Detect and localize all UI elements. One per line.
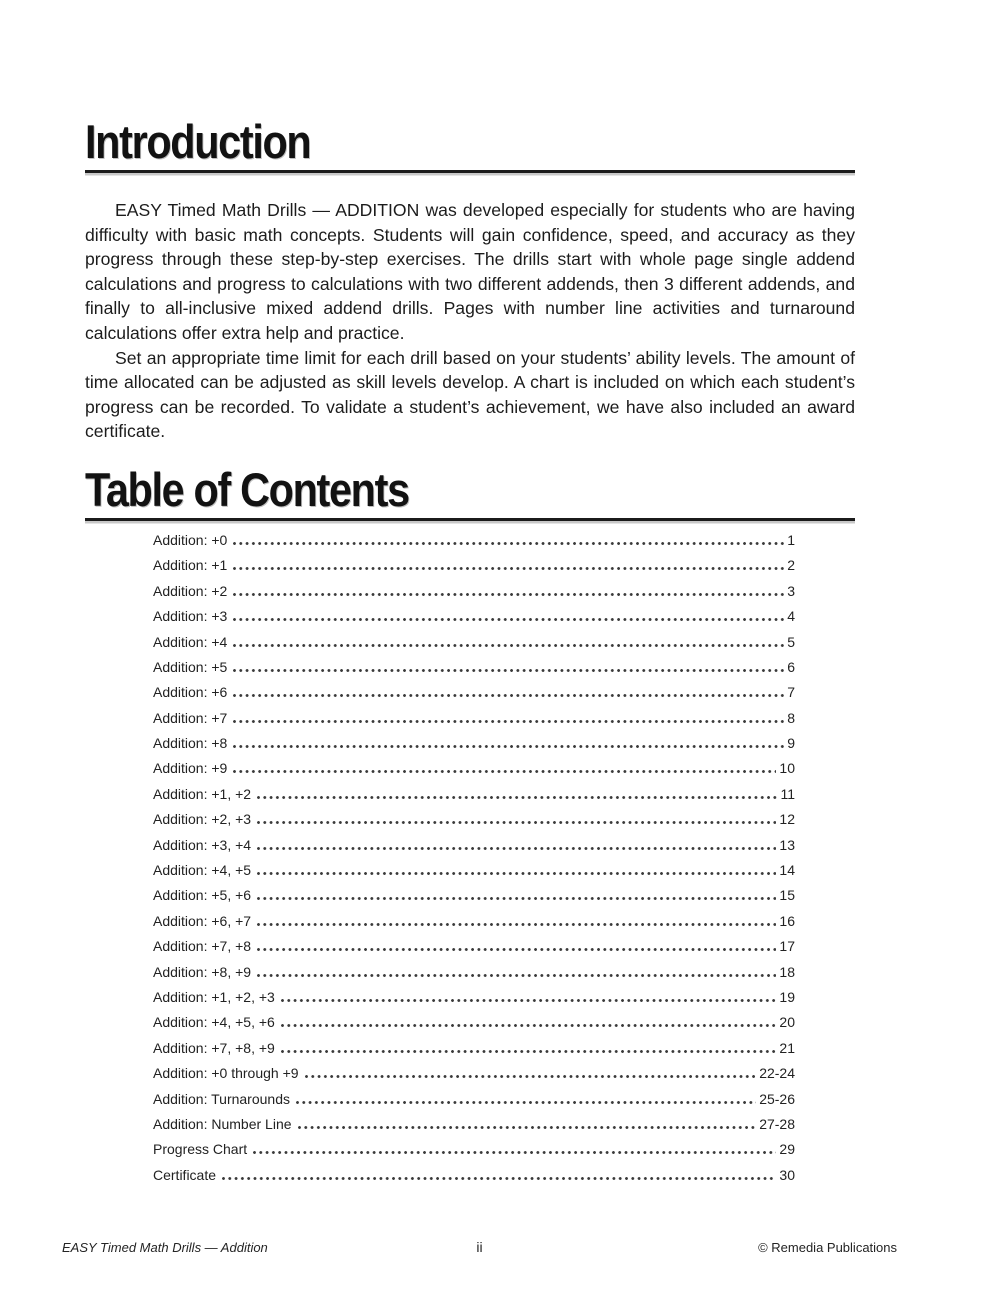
toc-entry-page: 18 bbox=[779, 963, 795, 980]
toc-entry-row bbox=[153, 1040, 795, 1056]
page-footer bbox=[62, 1239, 897, 1255]
toc-heading bbox=[85, 462, 855, 516]
toc-entry-label: Addition: +6 bbox=[153, 684, 228, 701]
toc-entry-row bbox=[153, 1141, 795, 1157]
toc-entry-page: 11 bbox=[780, 785, 795, 802]
toc-entry-row bbox=[153, 989, 795, 1005]
toc-leader-dots bbox=[233, 644, 784, 647]
toc-leader-dots bbox=[257, 872, 776, 875]
toc-entry-label: Addition: +4, +5, +6 bbox=[153, 1014, 275, 1031]
toc-leader-dots bbox=[233, 618, 784, 621]
toc-leader-dots bbox=[257, 821, 776, 824]
toc-entry-row bbox=[153, 811, 795, 827]
toc-entry-page: 16 bbox=[779, 912, 795, 929]
toc-list bbox=[153, 532, 795, 1183]
toc-entry-label: Addition: +8 bbox=[153, 735, 228, 752]
footer-publisher: © Remedia Publications bbox=[758, 1240, 898, 1255]
toc-entry-label: Progress Chart bbox=[153, 1141, 248, 1158]
toc-entry-row bbox=[153, 735, 795, 751]
toc-entry-page: 1 bbox=[787, 531, 795, 548]
toc-entry-page: 2 bbox=[787, 557, 795, 574]
toc-entry-row bbox=[153, 684, 795, 700]
toc-entry-label: Addition: Turnarounds bbox=[153, 1090, 290, 1107]
toc-leader-dots bbox=[222, 1177, 776, 1180]
toc-entry-label: Addition: +0 bbox=[153, 531, 228, 548]
toc-entry-page: 30 bbox=[779, 1166, 795, 1183]
toc-entry-row bbox=[153, 760, 795, 776]
toc-entry-page: 10 bbox=[779, 760, 795, 777]
toc-leader-dots bbox=[257, 897, 776, 900]
toc-entry-label: Addition: +5 bbox=[153, 658, 228, 675]
toc-entry-label: Addition: +5, +6 bbox=[153, 887, 252, 904]
toc-entry-label: Addition: +7 bbox=[153, 709, 228, 726]
toc-heading-text: Table of Contents bbox=[85, 462, 409, 516]
toc-entry-label: Addition: Number Line bbox=[153, 1115, 292, 1132]
introduction-heading-text: Introduction bbox=[85, 115, 311, 168]
toc-entry-label: Addition: +7, +8 bbox=[153, 938, 252, 955]
page-content bbox=[85, 115, 855, 1192]
introduction-heading-rule bbox=[85, 170, 855, 173]
toc-entry-row bbox=[153, 786, 795, 802]
toc-leader-dots bbox=[233, 669, 784, 672]
toc-leader-dots bbox=[281, 1050, 777, 1053]
toc-entry-row bbox=[153, 837, 795, 853]
toc-entry-page: 17 bbox=[779, 938, 795, 955]
toc-heading-rule bbox=[85, 518, 855, 521]
toc-entry-page: 22-24 bbox=[759, 1065, 795, 1082]
toc-entry-page: 19 bbox=[779, 988, 795, 1005]
toc-entry-row bbox=[153, 1116, 795, 1132]
introduction-paragraph-1: EASY Timed Math Drills — ADDITION was developed especially for students who are having difficulty with basic math concepts. Students will gain confidence, speed, and accuracy as they progress through these step-by-step exercises. The drills start with whole page single addend calculations and progress to calculations with two different addends, then 3 different addends, and finally to all-inclusive mixed addend drills. Pages with number line activities and turnaround calculations offer extra help and practice. bbox=[85, 200, 855, 343]
introduction-body bbox=[85, 198, 855, 444]
toc-entry-label: Addition: +2 bbox=[153, 582, 228, 599]
toc-leader-dots bbox=[296, 1101, 756, 1104]
toc-entry-label: Certificate bbox=[153, 1166, 217, 1183]
toc-entry-row bbox=[153, 1091, 795, 1107]
toc-leader-dots bbox=[257, 974, 776, 977]
toc-leader-dots bbox=[233, 694, 784, 697]
toc-entry-label: Addition: +2, +3 bbox=[153, 811, 252, 828]
toc-entry-page: 15 bbox=[779, 887, 795, 904]
toc-entry-label: Addition: +1, +2, +3 bbox=[153, 988, 275, 1005]
toc-entry-row bbox=[153, 634, 795, 650]
toc-leader-dots bbox=[281, 1024, 777, 1027]
toc-entry-row bbox=[153, 913, 795, 929]
toc-entry-page: 29 bbox=[779, 1141, 795, 1158]
toc-entry-row bbox=[153, 1065, 795, 1081]
toc-entry-label: Addition: +8, +9 bbox=[153, 963, 252, 980]
toc-entry-label: Addition: +7, +8, +9 bbox=[153, 1039, 275, 1056]
toc-entry-page: 4 bbox=[787, 608, 795, 625]
introduction-paragraph-2: Set an appropriate time limit for each drill based on your students’ ability levels. The amount of time allocated can be adjusted as skill levels develop. A chart is included on which each student’s progress can be recorded. To validate a student’s achievement, we have also included an award certificate. bbox=[85, 347, 855, 442]
toc-entry-row bbox=[153, 583, 795, 599]
toc-entry-page: 25-26 bbox=[759, 1090, 795, 1107]
toc-entry-row bbox=[153, 1167, 795, 1183]
toc-entry-row bbox=[153, 659, 795, 675]
toc-entry-page: 20 bbox=[779, 1014, 795, 1031]
toc-leader-dots bbox=[233, 542, 784, 545]
toc-leader-dots bbox=[253, 1151, 776, 1154]
toc-entry-page: 14 bbox=[779, 862, 795, 879]
toc-entry-page: 5 bbox=[787, 633, 795, 650]
introduction-heading bbox=[85, 115, 855, 168]
toc-leader-dots bbox=[233, 567, 784, 570]
toc-entry-page: 6 bbox=[787, 658, 795, 675]
toc-entry-row bbox=[153, 557, 795, 573]
toc-entry-page: 7 bbox=[787, 684, 795, 701]
toc-entry-row bbox=[153, 532, 795, 548]
footer-page-number: ii bbox=[476, 1239, 483, 1255]
introduction-section bbox=[85, 115, 855, 444]
toc-leader-dots bbox=[257, 948, 776, 951]
toc-entry-page: 9 bbox=[787, 735, 795, 752]
footer-book-title: EASY Timed Math Drills — Addition bbox=[62, 1240, 268, 1255]
toc-leader-dots bbox=[257, 923, 776, 926]
toc-leader-dots bbox=[257, 847, 776, 850]
toc-entry-row bbox=[153, 964, 795, 980]
toc-leader-dots bbox=[233, 770, 776, 773]
toc-entry-page: 13 bbox=[779, 836, 795, 853]
toc-entry-row bbox=[153, 887, 795, 903]
toc-entry-row bbox=[153, 1014, 795, 1030]
toc-entry-page: 3 bbox=[787, 582, 795, 599]
toc-entry-page: 27-28 bbox=[759, 1115, 795, 1132]
toc-entry-row bbox=[153, 608, 795, 624]
toc-leader-dots bbox=[233, 593, 784, 596]
toc-entry-label: Addition: +1 bbox=[153, 557, 228, 574]
toc-entry-page: 8 bbox=[787, 709, 795, 726]
toc-entry-row bbox=[153, 938, 795, 954]
toc-entry-label: Addition: +1, +2 bbox=[153, 785, 252, 802]
toc-entry-label: Addition: +4, +5 bbox=[153, 862, 252, 879]
toc-entry-label: Addition: +4 bbox=[153, 633, 228, 650]
toc-leader-dots bbox=[233, 745, 784, 748]
toc-leader-dots bbox=[281, 999, 777, 1002]
toc-entry-page: 12 bbox=[779, 811, 795, 828]
toc-entry-label: Addition: +3 bbox=[153, 608, 228, 625]
toc-leader-dots bbox=[298, 1126, 757, 1129]
toc-entry-page: 21 bbox=[779, 1039, 795, 1056]
toc-entry-row bbox=[153, 710, 795, 726]
toc-leader-dots bbox=[257, 796, 777, 799]
toc-entry-label: Addition: +9 bbox=[153, 760, 228, 777]
toc-entry-label: Addition: +6, +7 bbox=[153, 912, 252, 929]
table-of-contents-section bbox=[85, 462, 855, 1183]
toc-leader-dots bbox=[233, 720, 784, 723]
toc-leader-dots bbox=[305, 1075, 757, 1078]
toc-entry-row bbox=[153, 862, 795, 878]
toc-entry-label: Addition: +0 through +9 bbox=[153, 1065, 299, 1082]
toc-entry-label: Addition: +3, +4 bbox=[153, 836, 252, 853]
